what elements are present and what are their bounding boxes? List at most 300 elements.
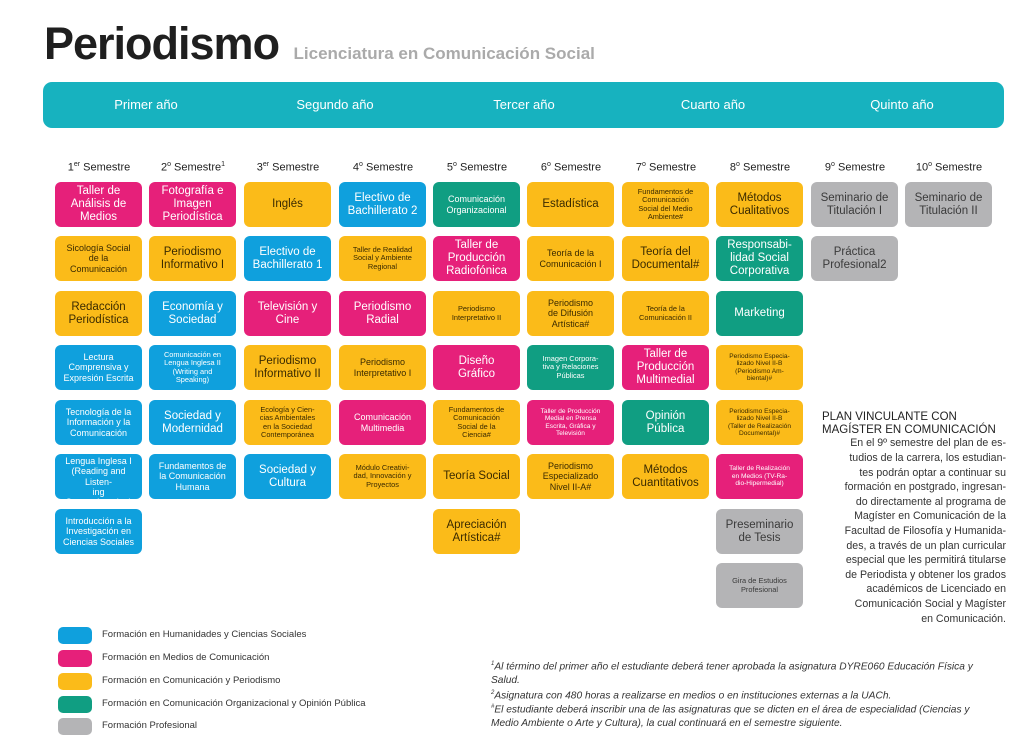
plan-text-line: des, a través de un plan curricular	[846, 539, 1006, 552]
course-name	[258, 301, 317, 327]
course-box	[244, 345, 331, 390]
year-bar	[43, 82, 1004, 128]
course-box	[55, 236, 142, 281]
course-box	[527, 345, 614, 390]
plan-title-line: PLAN VINCULANTE CON	[822, 411, 957, 423]
year-label: Tercer año	[493, 97, 555, 112]
course-name-line: Estadística	[542, 198, 599, 211]
course-box	[622, 345, 709, 390]
course-name	[541, 408, 601, 438]
footnote-text: El estudiante deberá inscribir una de las asignaturas que se dicten en el área de especialidad (Ciencias y Medio Ambiente o Arte y Cultura), la cual continuará en el semestre siguiente.	[491, 704, 970, 730]
semester-label: Semestre	[80, 161, 131, 174]
legend-label: Formación en Comunicación y Periodismo	[102, 675, 281, 686]
course-box	[55, 400, 142, 445]
course-name-line: Ambiente#	[647, 211, 684, 221]
course-box	[716, 454, 803, 499]
course-name-line: Medial en Prensa	[544, 415, 597, 423]
semester-label: Semestre	[834, 161, 886, 174]
course-name-line: Modernidad	[162, 422, 223, 435]
course-name	[159, 461, 227, 491]
footnote	[491, 703, 996, 732]
semester-header	[525, 161, 617, 174]
course-name-line: Fotografía e	[161, 185, 224, 198]
course-name-line: Periodismo	[547, 461, 593, 472]
course-box	[716, 291, 803, 336]
course-box	[622, 182, 709, 227]
course-name	[543, 355, 599, 380]
year-label: Segundo año	[296, 97, 374, 112]
plan-text-line: especial que les permitirá titularse	[845, 554, 1006, 567]
plan-title-line: MAGÍSTER EN COMUNICACIÓN	[822, 423, 996, 436]
course-box	[149, 400, 236, 445]
course-box	[811, 182, 898, 227]
course-name-line: Métodos	[643, 463, 688, 476]
plan-text-line: tes podrán optar a continuar su	[859, 466, 1006, 479]
course-name	[446, 239, 507, 278]
semester-header	[53, 161, 145, 174]
semester-label: Semestre	[456, 161, 508, 174]
plan-text-line: do directamente al programa de	[855, 495, 1006, 508]
course-name-line: Interpretativo II	[451, 312, 502, 322]
semester-header	[147, 161, 239, 174]
course-box	[716, 236, 803, 281]
semester-header	[431, 161, 523, 174]
course-name	[542, 198, 598, 211]
course-box	[622, 400, 709, 445]
course-name-line: Comunicación	[353, 412, 412, 423]
course-name	[728, 408, 791, 438]
course-name-line: Periodismo	[258, 354, 317, 367]
year-label: Primer año	[114, 97, 178, 112]
course-name	[161, 185, 223, 224]
course-name-line: Artística#	[551, 318, 590, 329]
course-name-line: (Taller de Realización	[727, 422, 792, 430]
course-name-line: Seminario de	[914, 191, 983, 204]
course-name-line: Marketing	[734, 307, 785, 320]
course-name-line: biental)#	[746, 374, 773, 382]
course-name-line: Titulación I	[826, 204, 883, 217]
footnote-mark: 1	[491, 661, 495, 667]
course-name-line: Comunicación en	[163, 349, 222, 359]
course-box	[149, 345, 236, 390]
course-name-line: Comunicación II	[639, 312, 692, 322]
course-name-line: Contemporánea	[260, 429, 314, 439]
course-name-line: Electivo de	[354, 191, 411, 204]
course-box	[433, 454, 520, 499]
course-name-line: Especializado	[542, 471, 599, 482]
course-name-line: Investigación en	[65, 526, 132, 537]
course-name-line: Televisión	[556, 429, 585, 437]
course-name-line: Teoría de la	[546, 248, 595, 259]
course-name	[449, 406, 504, 439]
course-box	[244, 182, 331, 227]
course-name-line: Bachillerato 2	[347, 204, 418, 217]
course-name-line: Lengua Inglesa II	[164, 358, 221, 368]
course-name	[354, 464, 412, 489]
course-name-line: Social de la	[457, 421, 496, 431]
course-name-line: lidad Social	[730, 252, 789, 265]
course-box	[716, 509, 803, 554]
course-name	[353, 246, 412, 271]
semester-label: Semestre	[170, 161, 222, 174]
course-name-line: Comunicación	[69, 263, 127, 274]
course-name-line: Economía y	[162, 300, 223, 313]
course-name-line: Speaking)	[175, 374, 210, 384]
course-name-line: la Comunicación	[159, 471, 226, 482]
legend-label: Formación en Medios de Comunicación	[102, 652, 270, 663]
course-name-line: lizado Nivel II-B	[736, 360, 783, 368]
footnote-text: Asignatura con 480 horas a realizarse en medios o en instituciones externas a la UACh.	[494, 689, 892, 701]
course-name-line: Organizacional	[446, 204, 507, 215]
course-box	[527, 400, 614, 445]
course-name-line: Lengua Inglesa I	[65, 456, 132, 467]
course-box	[339, 400, 426, 445]
course-box	[622, 236, 709, 281]
course-name	[446, 519, 506, 545]
course-name	[162, 301, 223, 327]
course-name	[443, 470, 509, 483]
course-name	[348, 192, 418, 218]
course-name	[259, 464, 316, 490]
course-name-line: Opinión	[645, 409, 686, 422]
course-name	[732, 577, 787, 594]
course-name	[254, 355, 320, 381]
course-name	[63, 352, 133, 382]
course-box	[527, 291, 614, 336]
course-name	[58, 446, 139, 506]
course-box	[149, 182, 236, 227]
course-name-line: tiva y Relaciones	[542, 362, 599, 372]
course-name-line: (Periodismo Am-	[735, 367, 784, 375]
legend-item	[58, 696, 388, 714]
course-name-line: Taller de	[643, 348, 688, 361]
course-name-line: Información y la	[66, 417, 131, 428]
course-name-line: de la	[88, 253, 109, 264]
course-name-line: Interpretativo I	[353, 367, 412, 378]
course-name-line: Fundamentos de	[637, 186, 694, 196]
course-name-line: Ciencia#	[462, 429, 491, 439]
course-name-line: Periodismo	[163, 245, 222, 258]
course-name-line: (Writing and	[172, 366, 213, 376]
plan-text-line: Facultad de Filosofía y Humanida-	[844, 524, 1006, 537]
semester-header	[337, 161, 429, 174]
course-name-line: Análisis de	[70, 198, 127, 211]
course-name	[260, 406, 315, 439]
course-name-line: en Medios (TV-Ra-	[731, 472, 788, 480]
course-box	[622, 454, 709, 499]
course-box	[55, 291, 142, 336]
semester-ordinal: er	[262, 161, 270, 168]
course-name	[639, 305, 692, 322]
course-name-line: Comunicación	[69, 427, 128, 438]
semester-ordinal: o	[453, 161, 457, 168]
course-box	[244, 454, 331, 499]
course-name-line: Multimedial	[636, 373, 695, 386]
course-name-line: Periodística	[68, 313, 129, 326]
plan-text-line: formación en postgrado, ingresan-	[844, 481, 1006, 494]
course-box	[339, 236, 426, 281]
course-name-line: Fundamentos de	[448, 404, 505, 414]
course-box	[527, 454, 614, 499]
legend-item	[58, 673, 388, 691]
legend-swatch	[58, 650, 92, 667]
course-name-line: Informativo II	[254, 367, 321, 380]
course-name-line: Teoría de la	[646, 304, 685, 314]
course-name-line: Teoría Social	[443, 470, 510, 483]
course-name-line: Medios	[79, 210, 118, 223]
semester-ordinal: o	[831, 161, 835, 168]
course-name-line: Escrita, Gráfica y	[545, 422, 596, 430]
course-name	[638, 188, 693, 221]
course-name	[727, 239, 792, 278]
course-name-line: Comunicación	[447, 194, 505, 205]
semester-number: 1	[67, 161, 74, 174]
course-name-line: Ecología y Cien-	[260, 404, 315, 414]
course-name-line: Profesional2	[822, 258, 887, 271]
course-name	[162, 410, 223, 436]
course-name	[915, 192, 983, 218]
course-name-line: Producción	[636, 361, 695, 374]
course-name	[354, 301, 412, 327]
legend-swatch	[58, 627, 92, 644]
footnote	[491, 689, 996, 703]
course-name-line: Fundamentos de	[158, 461, 227, 472]
course-name-line: Responsabi-	[727, 239, 792, 252]
plan-text-line: Magíster en Comunicación de la	[854, 510, 1006, 523]
footnote-text: Al término del primer año el estudiante deberá tener aprobada la asignatura DYRE060 Educación Física y Salud.	[491, 661, 973, 687]
legend-item	[58, 627, 388, 645]
legend-label: Formación Profesional	[102, 720, 198, 731]
plan-text-line: En el 9º semestre del plan de es-	[850, 437, 1006, 450]
legend-swatch	[58, 718, 92, 735]
course-box	[527, 236, 614, 281]
course-name-line: Periodismo	[458, 304, 495, 314]
course-box	[244, 236, 331, 281]
semester-header	[714, 161, 806, 174]
footnotes	[491, 660, 996, 732]
course-name	[821, 192, 889, 218]
course-name-line: en la Sociedad	[263, 421, 312, 431]
course-name-line: Cine	[275, 313, 300, 326]
course-name-line: Informativo I	[160, 258, 225, 271]
course-name-line: Bachillerato 1	[252, 258, 323, 271]
course-box	[339, 345, 426, 390]
course-name-line: Introducción a la	[65, 516, 132, 527]
course-box	[149, 236, 236, 281]
course-name-line: Expresión Escrita	[63, 372, 134, 383]
course-name	[726, 519, 794, 545]
course-name	[543, 461, 599, 491]
course-name	[66, 243, 130, 273]
course-box	[622, 291, 709, 336]
course-name-line: Periodismo Especia-	[729, 352, 790, 360]
course-name	[458, 355, 495, 381]
semester-number: 3	[256, 161, 263, 174]
legend-swatch	[58, 673, 92, 690]
plan-text-line: Comunicación Social y Magíster	[854, 597, 1006, 610]
course-name-line: Humana	[175, 481, 210, 492]
course-name-line: Seminario de	[820, 191, 889, 204]
plan-description	[822, 436, 1006, 626]
course-name	[729, 465, 790, 487]
course-name-line: Periodismo	[359, 357, 406, 368]
course-name-line: Módulo Creativi-	[355, 463, 410, 473]
plan-vinculante	[822, 411, 1006, 626]
course-box	[55, 446, 142, 507]
course-name-line: Taller de Realidad	[352, 245, 413, 255]
semester-label: Semestre	[645, 161, 697, 174]
course-name-line: lizado Nivel II-B	[736, 415, 783, 423]
course-box	[339, 454, 426, 499]
semester-header	[242, 161, 334, 174]
legend-swatch	[58, 696, 92, 713]
course-name-line: Tecnología de la	[65, 407, 132, 418]
course-name-line: Multimedia	[360, 422, 405, 433]
course-box	[716, 182, 803, 227]
course-name-line: dad, Innovación y	[353, 471, 412, 481]
course-name	[446, 194, 506, 214]
course-name-line: Comunicación en	[63, 446, 134, 457]
course-box	[527, 182, 614, 227]
semester-header	[620, 161, 712, 174]
course-name-line: Cualitativos	[729, 204, 790, 217]
course-name	[354, 412, 411, 432]
semester-number: 5	[446, 161, 454, 174]
course-name-line: Cultura	[268, 476, 307, 489]
plan-text-line: tudios de la carrera, los estudian-	[849, 451, 1006, 464]
course-name	[354, 357, 412, 377]
course-name	[730, 192, 789, 218]
course-box	[149, 454, 236, 499]
course-name	[71, 185, 127, 224]
semester-ordinal: o	[928, 161, 932, 168]
course-name	[68, 301, 128, 327]
semester-number: 7	[635, 161, 643, 174]
legend-item	[58, 718, 388, 736]
course-name-line: Documental#	[631, 258, 700, 271]
footnote-mark: 2	[491, 689, 495, 696]
course-name	[164, 351, 221, 384]
course-name-line: Social y Ambiente	[353, 253, 412, 263]
course-name	[823, 246, 887, 272]
page-title: Periodismo	[44, 18, 280, 69]
course-name	[452, 305, 501, 322]
course-name-line: Radial	[366, 313, 399, 326]
course-name-line: cias Ambientales	[259, 413, 316, 423]
course-box	[55, 345, 142, 390]
course-name-line: Métodos	[737, 191, 782, 204]
course-name-line: Imagen Corpora-	[542, 354, 599, 364]
semester-number: 9	[824, 161, 832, 174]
course-name-line: Social del Medio	[638, 203, 693, 213]
course-box	[55, 182, 142, 227]
semester-label: Semestre	[269, 161, 320, 174]
semester-ordinal: o	[736, 161, 740, 168]
course-name-line: Imagen	[173, 198, 212, 211]
course-box	[339, 291, 426, 336]
course-name-line: de Tesis	[738, 531, 781, 544]
course-name-line: de Difusión	[547, 308, 594, 319]
course-name-line: Taller de Realización	[729, 465, 790, 473]
footnote-mark: #	[491, 704, 495, 711]
course-name	[632, 464, 698, 490]
course-name-line: Regional	[367, 261, 398, 271]
page-subtitle: Licenciatura en Comunicación Social	[293, 44, 595, 63]
course-name	[636, 348, 694, 387]
course-name-line: Nivel II-A#	[549, 481, 592, 492]
legend-item	[58, 650, 388, 668]
course-box	[433, 345, 520, 390]
course-box	[433, 509, 520, 554]
header	[44, 18, 595, 70]
semester-header	[903, 161, 995, 174]
course-name-line: Preseminario	[725, 518, 794, 531]
course-name	[632, 246, 700, 272]
course-name-line: Gira de Estudios	[732, 576, 787, 586]
course-name	[734, 307, 785, 320]
course-name-line: Taller de Producción	[540, 407, 601, 415]
course-name	[66, 407, 132, 437]
course-name-line: Teoría del	[640, 245, 691, 258]
course-name-line: Cuantitativos	[632, 476, 699, 489]
course-name-line: Electivo de	[259, 245, 316, 258]
semester-ordinal: er	[73, 161, 81, 168]
semester-number: 6	[540, 161, 548, 174]
semester-number: 8	[729, 161, 737, 174]
course-name-line: Sociedad y	[259, 463, 316, 476]
course-box	[905, 182, 992, 227]
footnote	[491, 660, 996, 689]
course-name-line: Periodismo	[547, 298, 594, 309]
course-box	[433, 400, 520, 445]
course-box	[339, 182, 426, 227]
semester-footnote-mark: 1	[221, 161, 226, 168]
course-name-line: Públicas	[556, 370, 585, 380]
course-box	[716, 563, 803, 608]
course-name-line: Práctica	[833, 245, 876, 258]
plan-text-line: de Periodista y obtener los grados	[845, 568, 1006, 581]
course-name	[548, 298, 593, 328]
course-name-line: Diseño	[458, 354, 495, 367]
semester-ordinal: o	[359, 161, 363, 168]
year-label: Cuarto año	[680, 97, 746, 112]
semester-label: Semestre	[550, 161, 602, 174]
semester-label: Semestre	[739, 161, 791, 174]
course-box	[244, 400, 331, 445]
course-box	[244, 291, 331, 336]
course-name-line: Sicología Social	[66, 243, 131, 254]
semester-ordinal: o	[167, 161, 171, 168]
course-name-line: Periodismo	[353, 300, 412, 313]
course-box	[716, 345, 803, 390]
semester-ordinal: o	[642, 161, 646, 168]
course-box	[433, 291, 520, 336]
legend-label: Formación en Comunicación Organizacional y Opinión Pública	[102, 698, 366, 709]
course-name	[729, 353, 789, 383]
plan-text-line: en Comunicación.	[921, 612, 1006, 625]
semester-ordinal: o	[547, 161, 551, 168]
course-name	[63, 516, 134, 546]
course-name-line: Comprensiva y	[68, 362, 129, 373]
course-name	[253, 246, 323, 272]
semester-label: Semestre	[932, 161, 983, 174]
course-name-line: ing Comprehension)	[65, 486, 132, 507]
course-box	[811, 236, 898, 281]
course-name-line: Taller de	[454, 239, 499, 252]
course-name-line: Ciencias Sociales	[62, 536, 135, 547]
course-name-line: Apreciación	[446, 518, 507, 531]
course-name-line: Televisión y	[257, 300, 318, 313]
